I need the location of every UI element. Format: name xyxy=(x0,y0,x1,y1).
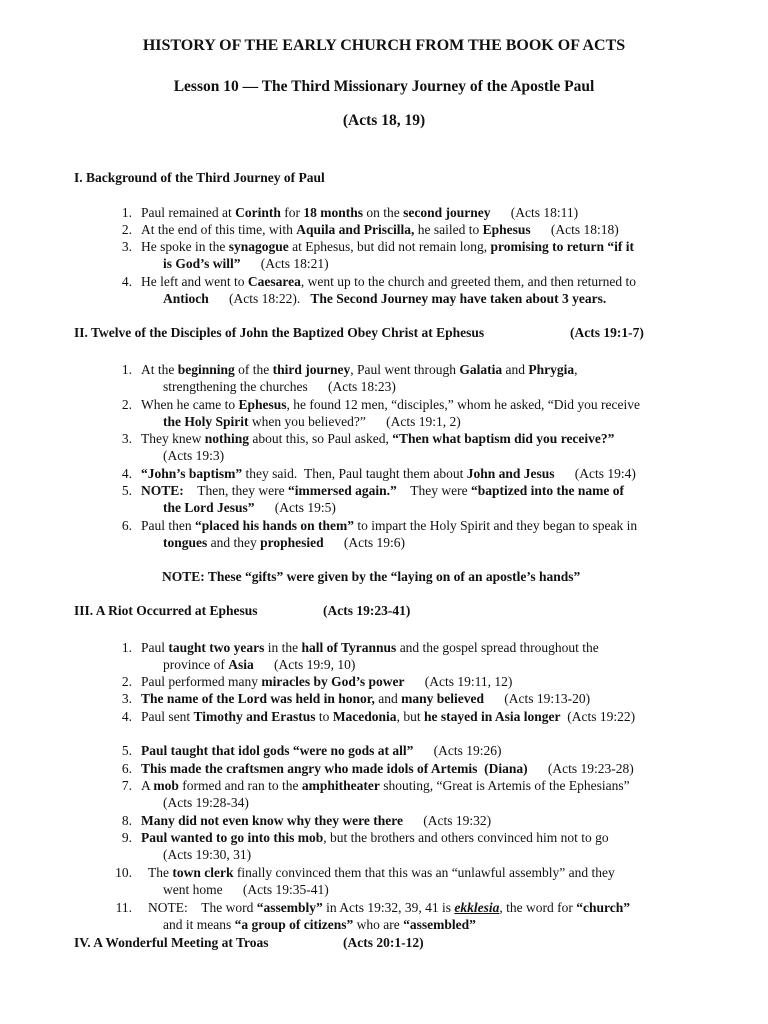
list-number: 6. xyxy=(121,518,132,533)
scripture-reference: (Acts 18, 19) xyxy=(342,112,426,129)
list-item-text: (Acts 19:30, 31) xyxy=(163,847,252,862)
list-number: 6. xyxy=(121,761,132,776)
list-item-text: the Holy Spirit when you believed?” (Acts 19:1, 2) xyxy=(163,414,461,429)
list-item-text: Paul sent Timothy and Erastus to Macedonia, but he stayed in Asia longer (Acts 19:22) xyxy=(141,709,636,724)
list-item-text: (Acts 19:28-34) xyxy=(163,795,249,810)
list-item-text: Paul performed many miracles by God’s power (Acts 19:11, 12) xyxy=(141,674,513,689)
list-number: 2. xyxy=(121,222,132,237)
list-item-text: Antioch (Acts 18:22). The Second Journey may have taken about 3 years. xyxy=(163,291,607,306)
list-number: 3. xyxy=(121,691,132,706)
list-number: 2. xyxy=(121,674,132,689)
list-item-text: (Acts 19:3) xyxy=(163,448,225,463)
section-heading-text: I. Background of the Third Journey of Paul xyxy=(74,170,325,185)
section-heading-disciples-of-john xyxy=(74,325,644,341)
list-item-text: is God’s will” (Acts 18:21) xyxy=(163,256,329,271)
section-heading-ref: (Acts 20:1-12) xyxy=(343,935,424,950)
list-item-text: He left and went to Caesarea, went up to the church and greeted them, and then returned to xyxy=(141,274,636,289)
section-heading-troas xyxy=(74,935,424,951)
section-heading-riot xyxy=(74,603,411,619)
list-item-text: Paul wanted to go into this mob, but the brothers and others convinced him not to go xyxy=(141,830,609,845)
list-number: 10. xyxy=(115,865,132,880)
section-heading-text: III. A Riot Occurred at Ephesus xyxy=(74,603,258,618)
list-number: 5. xyxy=(121,743,132,758)
list-item-text: This made the craftsmen angry who made idols of Artemis (Diana) (Acts 19:23-28) xyxy=(141,761,634,776)
lesson-title: Lesson 10 — The Third Missionary Journey of the Apostle Paul xyxy=(173,78,595,95)
list-number: 3. xyxy=(121,239,132,254)
document-title: HISTORY OF THE EARLY CHURCH FROM THE BOOK OF ACTS xyxy=(142,37,626,54)
list-number: 4. xyxy=(121,709,132,724)
list-number: 3. xyxy=(121,431,132,446)
gifts-note: NOTE: These “gifts” were given by the “laying on of an apostle’s hands” xyxy=(162,569,581,584)
list-number: 9. xyxy=(121,830,132,845)
list-item-text: They knew nothing about this, so Paul asked, “Then what baptism did you receive?” xyxy=(141,431,615,446)
list-number: 1. xyxy=(121,640,132,655)
list-number: 2. xyxy=(121,397,132,412)
list-item-text: tongues and they prophesied (Acts 19:6) xyxy=(163,535,406,550)
list-item-text: NOTE: The word “assembly” in Acts 19:32, 39, 41 is ekklesia, the word for “church” xyxy=(148,900,631,915)
list-item-text: Many did not even know why they were there (Acts 19:32) xyxy=(141,813,492,828)
list-number: 7. xyxy=(121,778,132,793)
section-heading-text: IV. A Wonderful Meeting at Troas xyxy=(74,935,269,950)
list-item-text: NOTE: Then, they were “immersed again.” They were “baptized into the name of xyxy=(141,483,624,498)
list-item-text: strengthening the churches (Acts 18:23) xyxy=(163,379,396,394)
list-item-text: province of Asia (Acts 19:9, 10) xyxy=(163,657,356,672)
list-item-text: The town clerk finally convinced them that this was an “unlawful assembly” and they xyxy=(148,865,615,880)
list-item-text: Paul then “placed his hands on them” to impart the Holy Spirit and they began to speak in xyxy=(141,518,638,533)
list-item-text: Paul remained at Corinth for 18 months on the second journey (Acts 18:11) xyxy=(141,205,579,220)
list-item-text: Paul taught two years in the hall of Tyrannus and the gospel spread throughout the xyxy=(141,640,599,655)
list-number: 8. xyxy=(121,813,132,828)
list-item-text: He spoke in the synagogue at Ephesus, but did not remain long, promising to return “if it xyxy=(141,239,634,254)
list-item-text: the Lord Jesus” (Acts 19:5) xyxy=(163,500,336,515)
list-item-text: and it means “a group of citizens” who are “assembled” xyxy=(163,917,476,932)
list-item-text: When he came to Ephesus, he found 12 men, “disciples,” whom he asked, “Did you receive xyxy=(141,397,641,412)
list-item-text: “John’s baptism” they said. Then, Paul taught them about John and Jesus (Acts 19:4) xyxy=(141,466,636,481)
list-number: 11. xyxy=(115,900,132,915)
list-item-text: A mob formed and ran to the amphitheater shouting, “Great is Artemis of the Ephesians” xyxy=(141,778,630,793)
list-item-text: The name of the Lord was held in honor, and many believed (Acts 19:13-20) xyxy=(141,691,591,706)
list-number: 5. xyxy=(121,483,132,498)
list-number: 4. xyxy=(121,274,132,289)
section-heading-text: II. Twelve of the Disciples of John the Baptized Obey Christ at Ephesus xyxy=(74,325,485,340)
list-number: 4. xyxy=(121,466,132,481)
list-item-text: At the beginning of the third journey, Paul went through Galatia and Phrygia, xyxy=(141,362,578,377)
list-number: 1. xyxy=(121,362,132,377)
list-item-text: Paul taught that idol gods “were no gods at all” (Acts 19:26) xyxy=(141,743,502,758)
list-item-text: At the end of this time, with Aquila and Priscilla, he sailed to Ephesus (Acts 18:18) xyxy=(141,222,619,237)
section-heading-ref: (Acts 19:23-41) xyxy=(323,603,411,618)
list-number: 1. xyxy=(121,205,132,220)
list-item-text: went home (Acts 19:35-41) xyxy=(163,882,329,897)
section-heading-background xyxy=(74,170,325,186)
section-heading-ref: (Acts 19:1-7) xyxy=(570,325,644,340)
